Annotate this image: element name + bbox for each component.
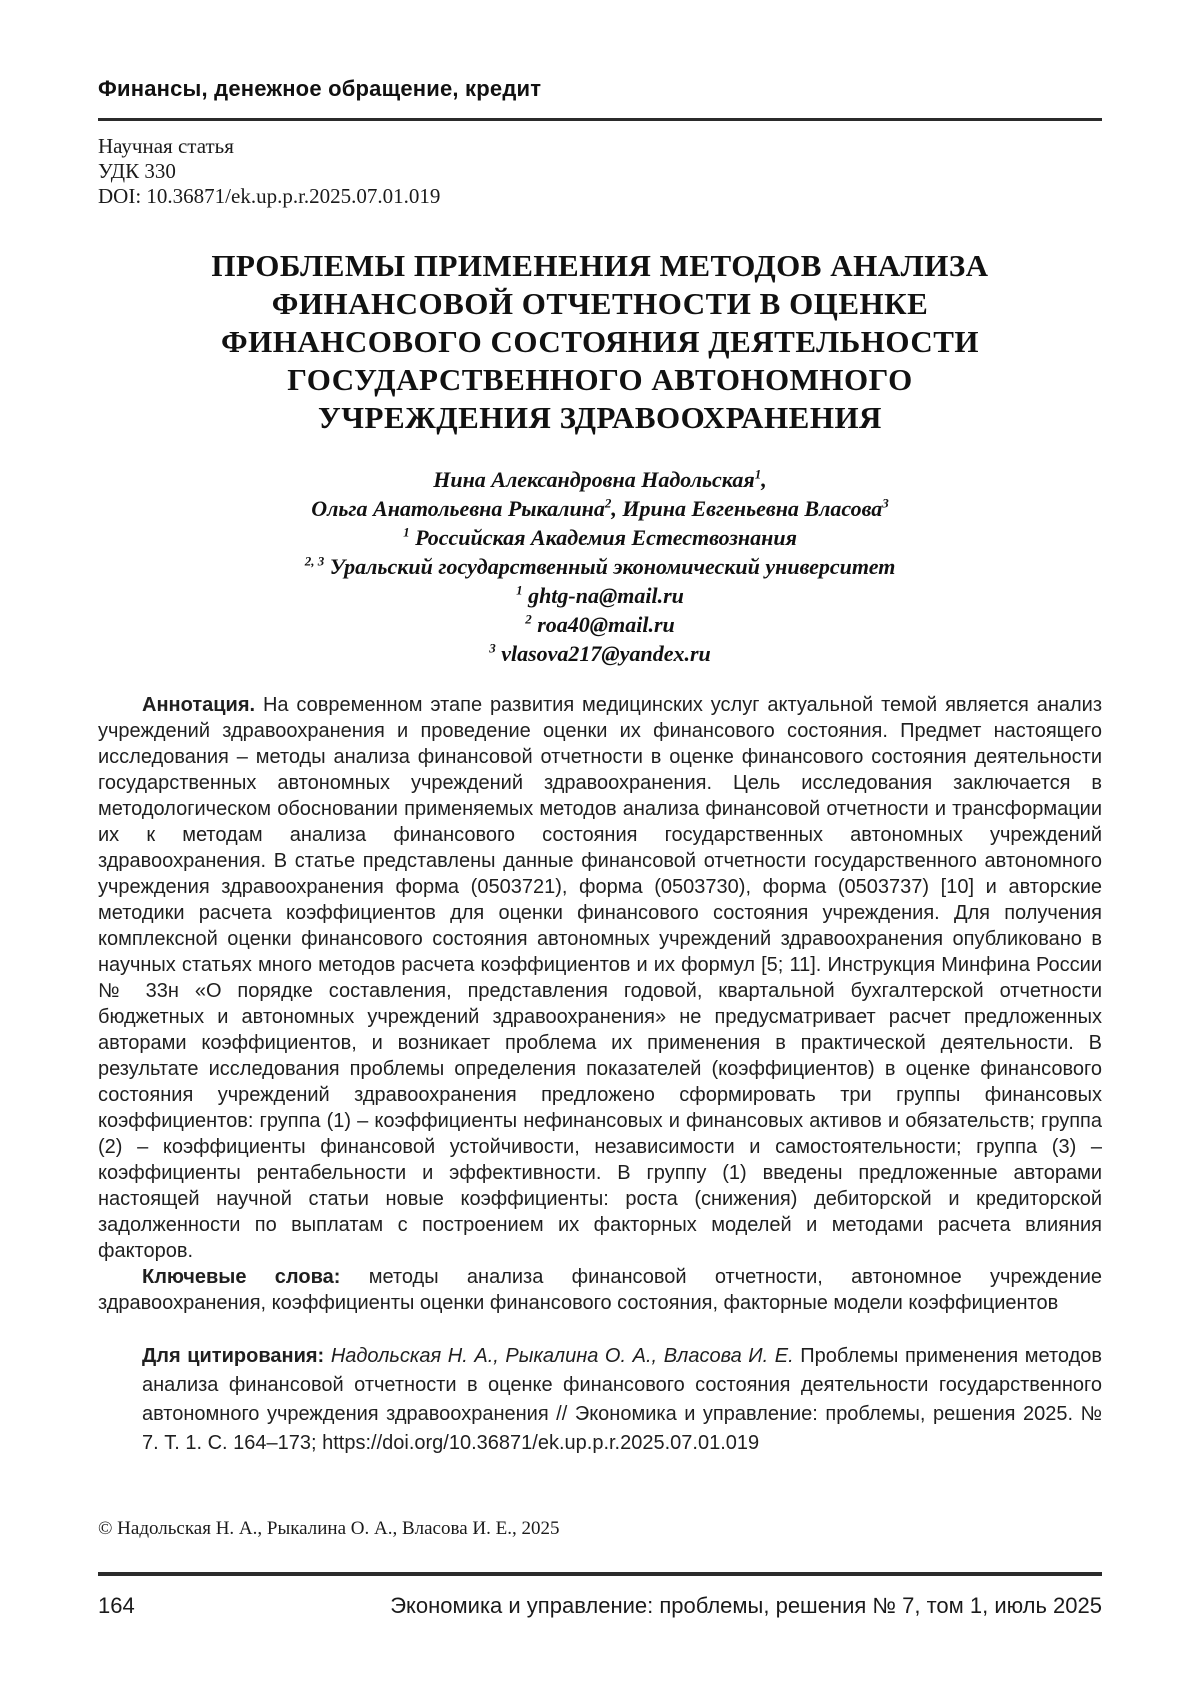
journal-section-title: Финансы, денежное обращение, кредит xyxy=(98,76,542,101)
footer-row xyxy=(98,1593,1102,1619)
copyright-line: © Надольская Н. А., Рыкалина О. А., Власова И. Е., 2025 xyxy=(98,1518,560,1539)
email-line xyxy=(98,610,1102,639)
citation-label: Для цитирования: xyxy=(142,1345,325,1367)
author-name: Ольга Анатольевна Рыкалина xyxy=(311,496,605,521)
affiliation-name: Уральский государственный экономический университет xyxy=(329,554,896,579)
email-line xyxy=(98,639,1102,668)
doi-line: DOI: 10.36871/ek.up.p.r.2025.07.01.019 xyxy=(98,184,441,208)
affiliation-sup: 2, 3 xyxy=(304,553,325,569)
author-line xyxy=(98,465,1102,494)
keywords-text: методы анализа финансовой отчетности, автономное учреждение здравоохранения, коэффициенты оценки финансового состояния, факторные модели коэффициентов xyxy=(98,1266,1102,1314)
author-sup: 3 xyxy=(882,495,889,511)
article-title-line: ПРОБЛЕМЫ ПРИМЕНЕНИЯ МЕТОДОВ АНАЛИЗА xyxy=(211,248,989,283)
affiliation-line xyxy=(98,523,1102,552)
udc-code: УДК 330 xyxy=(98,159,176,183)
author-sup: 2 xyxy=(604,495,612,511)
author-email[interactable]: ghtg-na@mail.ru xyxy=(528,583,684,608)
page-footer xyxy=(98,1572,1102,1619)
article-type: Научная статья xyxy=(98,134,234,158)
citation-block xyxy=(142,1342,1102,1458)
author-email[interactable]: vlasova217@yandex.ru xyxy=(501,641,711,666)
affiliation-name: Российская Академия Естествознания xyxy=(415,525,797,550)
abstract-paragraph xyxy=(98,692,1102,1264)
keywords-label: Ключевые слова: xyxy=(142,1266,341,1288)
author-sup: 1 xyxy=(754,466,762,482)
author-name: Нина Александровна Надольская xyxy=(433,467,755,492)
citation-text: Проблемы применения методов анализа финансовой отчетности в оценке финансового состояния деятельности государственного автономного учреждения здравоохранения // Экономика и управление: проблемы, решения 2025. № 7. Т. 1. С. 164–173; xyxy=(142,1345,1103,1454)
email-sup: 1 xyxy=(516,582,523,598)
journal-footer-title: Экономика и управление: проблемы, решения № 7, том 1, июль 2025 xyxy=(390,1593,1102,1618)
author-separator: , xyxy=(611,496,623,521)
article-title-line: УЧРЕЖДЕНИЯ ЗДРАВООХРАНЕНИЯ xyxy=(318,400,882,435)
author-name: Ирина Евгеньевна Власова xyxy=(622,496,883,521)
abstract-text: На современном этапе развития медицинских услуг актуальной темой является анализ учреждений здравоохранения и проведение оценки их финансового состояния. Предмет настоящего исследования – методы анализа финансовой отчетности в оценке финансового состояния деятельности государственных автономных учреждений здравоохранения. Цель исследования заключается в методологическом обосновании применяемых методов анализа финансовой отчетности и трансформации их к методам анализа финансового состояния государственных автономных учреждений здравоохранения. В статье представлены данные финансовой отчетности государственного автономного учреждения здравоохранения форма (0503721), форма (0503730), форма (0503737) [10] и авторские методики расчета коэффициентов для оценки финансового состояния учреждения. Для получения комплексной оценки финансового состояния автономных учреждений здравоохранения опубликовано в научных статьях много методов расчета коэффициентов и их формул [5; 11]. Инструкция Минфина России № 33н «О порядке составления, представления годовой, квартальной бухгалтерской отчетности бюджетных и автономных учреждений здравоохранения» не предусматривает расчет предложенных авторами коэффициентов, и возникает проблема их применения в практической деятельности. В результате исследования проблемы определения показателей (коэффициентов) в оценке финансового состояния учреждений здравоохранения предложено сформировать три группы финансовых коэффициентов: группа (1) – коэффициенты нефинансовых и финансовых активов и обязательств; группа (2) – коэффициенты финансовой устойчивости, независимости и самостоятельности; группа (3) – коэффициенты рентабельности и эффективности. В группу (1) введены предложенные авторами настоящей научной статьи новые коэффициенты: роста (снижения) дебиторской и кредиторской задолженности по выплатам с построением их факторных моделей и методами расчета влияния факторов. xyxy=(98,694,1102,1262)
article-title-line: ФИНАНСОВОЙ ОТЧЕТНОСТИ В ОЦЕНКЕ xyxy=(271,286,929,321)
author-line xyxy=(98,494,1102,523)
citation-doi-link[interactable]: https://doi.org/10.36871/ek.up.p.r.2025.07.01.019 xyxy=(322,1432,760,1454)
article-title xyxy=(98,247,1102,437)
author-separator: , xyxy=(761,467,767,492)
page-number: 164 xyxy=(98,1593,135,1618)
affiliation-line xyxy=(98,552,1102,581)
email-sup: 2 xyxy=(525,611,532,627)
footer-rule xyxy=(98,1572,1102,1576)
abstract-section xyxy=(98,692,1102,1316)
authors-block xyxy=(98,465,1102,668)
abstract-label: Аннотация. xyxy=(142,694,256,716)
author-email[interactable]: roa40@mail.ru xyxy=(537,612,675,637)
keywords-paragraph xyxy=(98,1264,1102,1316)
article-meta xyxy=(98,134,1102,209)
article-title-line: ГОСУДАРСТВЕННОГО АВТОНОМНОГО xyxy=(287,362,913,397)
email-line xyxy=(98,581,1102,610)
header-rule xyxy=(98,118,1102,121)
email-sup: 3 xyxy=(489,640,496,656)
affiliation-sup: 1 xyxy=(403,524,410,540)
article-title-line: ФИНАНСОВОГО СОСТОЯНИЯ ДЕЯТЕЛЬНОСТИ xyxy=(220,324,980,359)
citation-authors: Надольская Н. А., Рыкалина О. А., Власова И. Е. xyxy=(330,1345,794,1367)
